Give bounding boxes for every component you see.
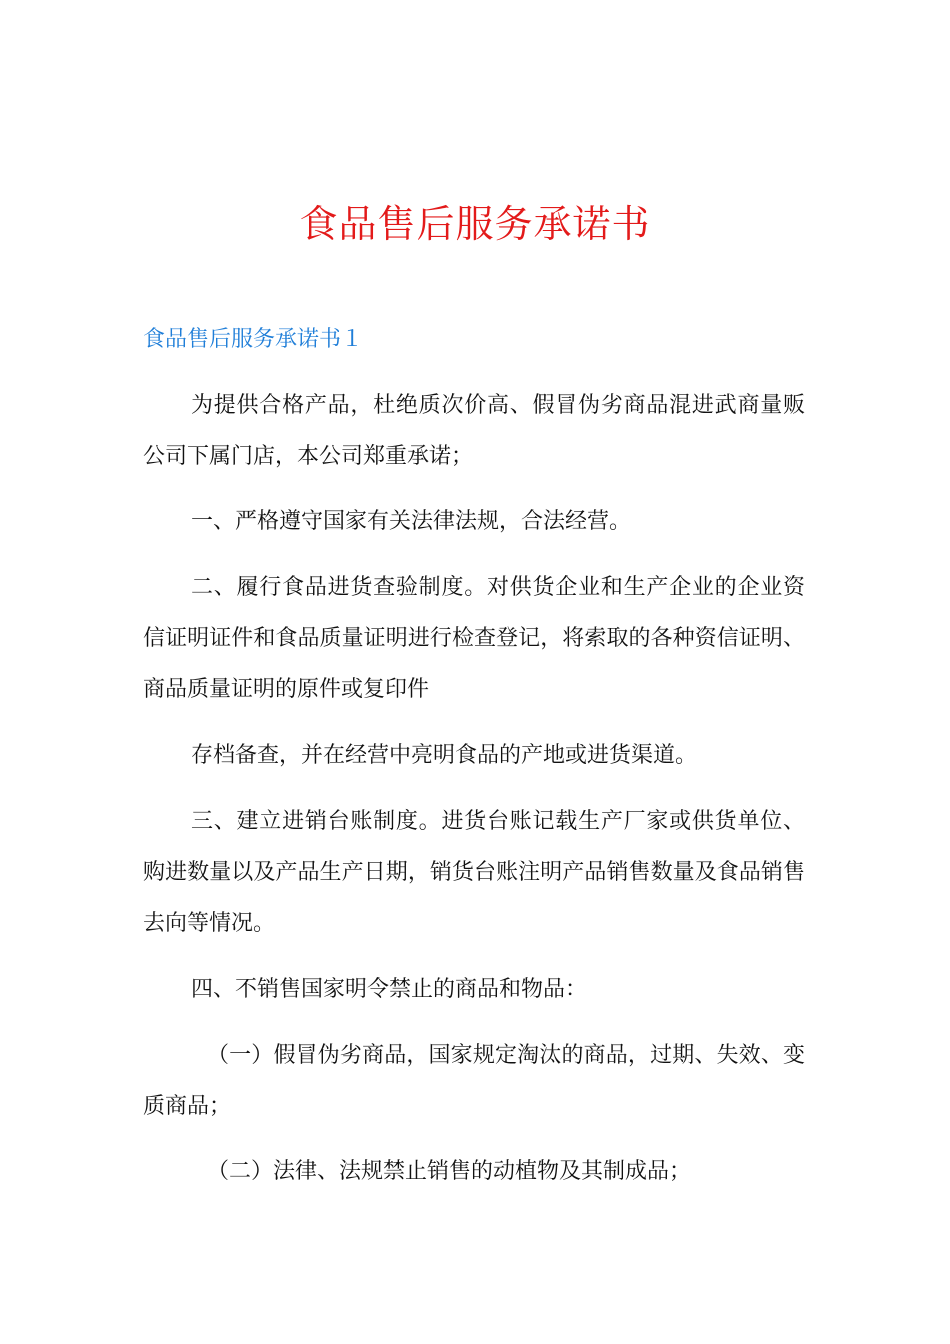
paragraph-clause-2-cont: 存档备查，并在经营中亮明食品的产地或进货渠道。 (191, 743, 698, 768)
document-title: 食品售后服务承诺书 (299, 202, 651, 246)
paragraph-clause-4-item-2: （二）法律、法规禁止销售的动植物及其制成品； (207, 1159, 692, 1184)
paragraph-clause-1: 一、严格遵守国家有关法律法规，合法经营。 (191, 509, 632, 534)
paragraph-clause-3: 三、建立进销台账制度。进货台账记载生产厂家或供货单位、购进数量以及产品生产日期，销货台账注明产品销售数量及食品销售去向等情况。 (143, 809, 805, 936)
paragraph-clause-2: 二、履行食品进货查验制度。对供货企业和生产企业的企业资信证明证件和食品质量证明进行检查登记，将索取的各种资信证明、商品质量证明的原件或复印件 (143, 575, 805, 702)
paragraph-clause-4: 四、不销售国家明令禁止的商品和物品： (191, 977, 588, 1002)
paragraph-intro: 为提供合格产品，杜绝质次价高、假冒伪劣商品混进武商量贩公司下属门店，本公司郑重承诺； (143, 393, 805, 469)
paragraph-clause-4-item-1: （一）假冒伪劣商品，国家规定淘汰的商品，过期、失效、变质商品； (143, 1043, 805, 1119)
section-heading: 食品售后服务承诺书１ (143, 327, 364, 352)
